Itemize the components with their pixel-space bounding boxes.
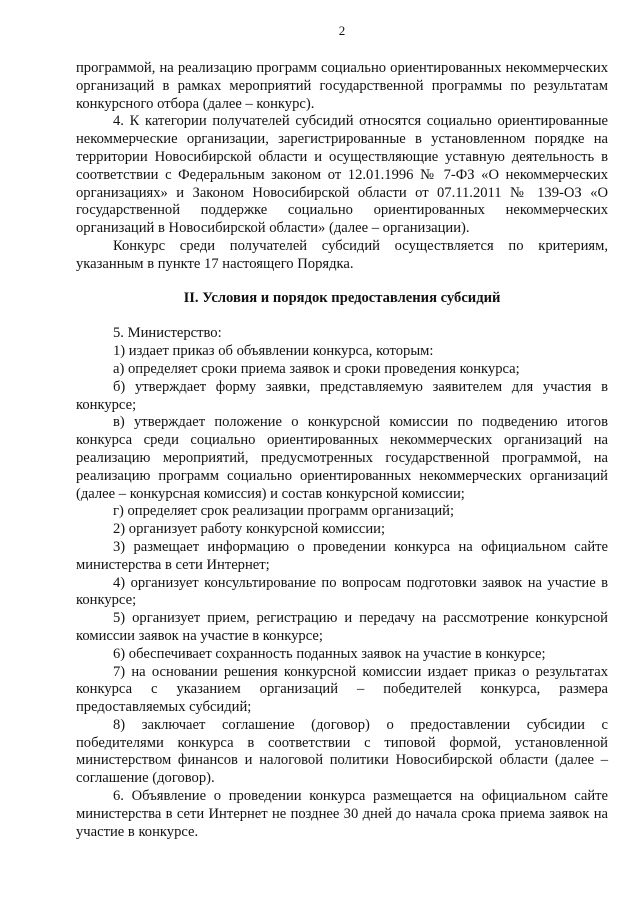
- paragraph-item-6: 6. Объявление о проведении конкурса размещается на официальном сайте министерства в сети Интернет не позднее 30 дней до начала срока приема заявок на участие в конкурсе.: [76, 788, 608, 840]
- paragraph-subitem-g: г) определяет срок реализации программ организаций;: [113, 503, 455, 520]
- paragraph-subitem-6: 6) обеспечивает сохранность поданных заявок на участие в конкурсе;: [113, 645, 546, 662]
- paragraph-item-4: 4. К категории получателей субсидий относятся социально ориентированные некоммерческие организации, зарегистрированные в установленном порядке на территории Новосибирской области и осуществляющие уставную деятельность в соответствии с Федеральным законом от 12.01.1996 № 7-ФЗ «О некоммерческих организациях» и Законом Новосибирской области от 07.11.2011 № 139-ОЗ «О государственной поддержке социально ориентированных некоммерческих организаций в Новосибирской области» (далее – организации).: [76, 113, 608, 237]
- document-page: [76, 22, 608, 841]
- paragraph-subitem-1: 1) издает приказ об объявлении конкурса, которым:: [113, 343, 434, 360]
- paragraph-subitem-b: б) утверждает форму заявки, представляемую заявителем для участия в конкурсе;: [76, 378, 608, 413]
- paragraph-contest-criteria: Конкурс среди получателей субсидий осуществляется по критериям, указанным в пункте 17 настоящего Порядка.: [76, 237, 608, 272]
- section-heading: II. Условия и порядок предоставления субсидий: [183, 289, 501, 306]
- page-number: 2: [338, 23, 346, 38]
- paragraph-subitem-7: 7) на основании решения конкурсной комиссии издает приказ о результатах конкурса с указанием организаций – победителей конкурса, размера предоставляемых субсидий;: [76, 663, 608, 716]
- paragraph-subitem-4: 4) организует консультирование по вопросам подготовки заявок на участие в конкурсе;: [76, 574, 608, 609]
- paragraph-item-5: 5. Министерство:: [113, 325, 222, 342]
- paragraph-subitem-2: 2) организует работу конкурсной комиссии;: [113, 521, 385, 538]
- paragraph-subitem-3: 3) размещает информацию о проведении конкурса на официальном сайте министерства в сети Интернет;: [76, 538, 608, 573]
- paragraph-subitem-a: а) определяет сроки приема заявок и сроки проведения конкурса;: [113, 360, 520, 377]
- paragraph-continuation: программой, на реализацию программ социально ориентированных некоммерческих организаций в рамках мероприятий государственной программы по результатам конкурсного отбора (далее – конкурс).: [76, 60, 608, 112]
- paragraph-subitem-8: 8) заключает соглашение (договор) о предоставлении субсидии с победителями конкурса в соответствии с типовой формой, установленной министерством финансов и налоговой политики Новосибирской области (далее – соглашение (договор).: [76, 716, 608, 787]
- paragraph-subitem-v: в) утверждает положение о конкурсной комиссии по подведению итогов конкурса среди социально ориентированных некоммерческих организаций на реализацию мероприятий, предусмотренных государственной программой, на реализацию программ социально ориентированных некоммерческих организаций (далее – конкурсная комиссия) и состав конкурсной комиссии;: [76, 414, 608, 502]
- paragraph-subitem-5: 5) организует прием, регистрацию и передачу на рассмотрение конкурсной комиссии заявок на участие в конкурсе;: [76, 610, 608, 644]
